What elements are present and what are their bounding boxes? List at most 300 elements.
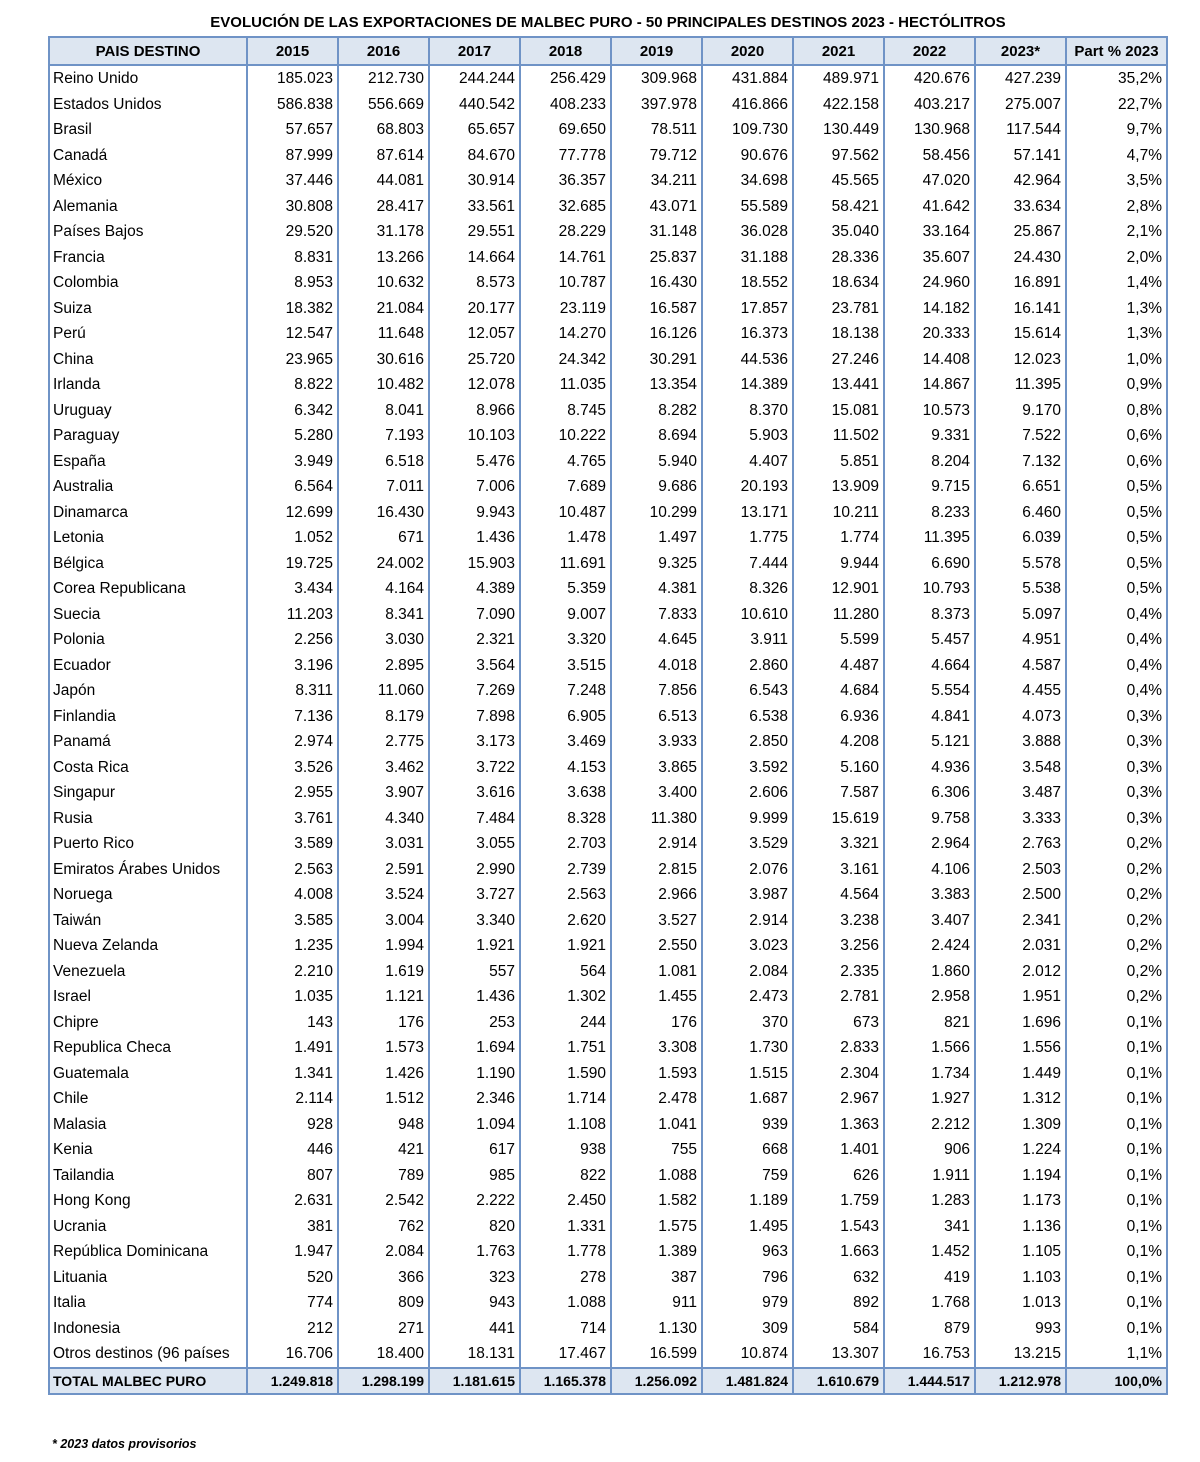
header-cell: Part % 2023 — [1066, 37, 1167, 65]
value-cell: 2.503 — [975, 857, 1066, 883]
country-cell: Tailandia — [49, 1163, 247, 1189]
total-value: 1.165.378 — [520, 1368, 611, 1394]
table-row — [49, 933, 1167, 959]
value-cell: 14.270 — [520, 321, 611, 347]
value-cell: 79.712 — [611, 143, 702, 169]
table-title: EVOLUCIÓN DE LAS EXPORTACIONES DE MALBEC PURO - 50 PRINCIPALES DESTINOS 2023 - HECTÓLITROS — [210, 14, 1006, 31]
value-cell: 421 — [338, 1137, 429, 1163]
value-cell: 3.933 — [611, 729, 702, 755]
value-cell: 4.106 — [884, 857, 975, 883]
value-cell: 176 — [338, 1010, 429, 1036]
value-cell: 3.320 — [520, 627, 611, 653]
value-cell: 12.901 — [793, 576, 884, 602]
value-cell: 1.575 — [611, 1214, 702, 1240]
total-value: 1.298.199 — [338, 1368, 429, 1394]
value-cell: 3.548 — [975, 755, 1066, 781]
value-cell: 3.987 — [702, 882, 793, 908]
value-cell: 928 — [247, 1112, 338, 1138]
country-cell: Polonia — [49, 627, 247, 653]
value-cell: 408.233 — [520, 92, 611, 118]
value-cell: 14.182 — [884, 296, 975, 322]
value-cell: 3.031 — [338, 831, 429, 857]
value-cell: 27.246 — [793, 347, 884, 373]
value-cell: 18.131 — [429, 1341, 520, 1368]
value-cell: 1.189 — [702, 1188, 793, 1214]
value-cell: 419 — [884, 1265, 975, 1291]
value-cell: 7.132 — [975, 449, 1066, 475]
country-cell: Paraguay — [49, 423, 247, 449]
value-cell: 1.121 — [338, 984, 429, 1010]
total-value: 1.212.978 — [975, 1368, 1066, 1394]
value-cell: 10.103 — [429, 423, 520, 449]
value-cell: 985 — [429, 1163, 520, 1189]
share-cell: 0,1% — [1066, 1316, 1167, 1342]
value-cell: 807 — [247, 1163, 338, 1189]
value-cell: 244 — [520, 1010, 611, 1036]
value-cell: 6.543 — [702, 678, 793, 704]
value-cell: 4.765 — [520, 449, 611, 475]
share-cell: 2,1% — [1066, 219, 1167, 245]
value-cell: 9.999 — [702, 806, 793, 832]
value-cell: 2.591 — [338, 857, 429, 883]
country-cell: Costa Rica — [49, 755, 247, 781]
value-cell: 3.333 — [975, 806, 1066, 832]
value-cell: 668 — [702, 1137, 793, 1163]
country-cell: Indonesia — [49, 1316, 247, 1342]
share-cell: 0,1% — [1066, 1188, 1167, 1214]
country-cell: Japón — [49, 678, 247, 704]
value-cell: 8.694 — [611, 423, 702, 449]
table-row — [49, 678, 1167, 704]
value-cell: 1.774 — [793, 525, 884, 551]
value-cell: 963 — [702, 1239, 793, 1265]
value-cell: 1.763 — [429, 1239, 520, 1265]
value-cell: 1.694 — [429, 1035, 520, 1061]
value-cell: 8.233 — [884, 500, 975, 526]
value-cell: 939 — [702, 1112, 793, 1138]
country-cell: Nueva Zelanda — [49, 933, 247, 959]
value-cell: 1.094 — [429, 1112, 520, 1138]
country-cell: Reino Unido — [49, 65, 247, 92]
value-cell: 7.136 — [247, 704, 338, 730]
table-row — [49, 780, 1167, 806]
value-cell: 1.687 — [702, 1086, 793, 1112]
value-cell: 58.456 — [884, 143, 975, 169]
value-cell: 212.730 — [338, 65, 429, 92]
value-cell: 11.380 — [611, 806, 702, 832]
value-cell: 993 — [975, 1316, 1066, 1342]
value-cell: 422.158 — [793, 92, 884, 118]
table-row — [49, 908, 1167, 934]
value-cell: 25.720 — [429, 347, 520, 373]
value-cell: 10.793 — [884, 576, 975, 602]
value-cell: 8.326 — [702, 576, 793, 602]
value-cell: 3.004 — [338, 908, 429, 934]
share-cell: 0,1% — [1066, 1010, 1167, 1036]
value-cell: 2.781 — [793, 984, 884, 1010]
value-cell: 1.768 — [884, 1290, 975, 1316]
value-cell: 3.308 — [611, 1035, 702, 1061]
exports-table — [48, 36, 1168, 1395]
value-cell: 1.751 — [520, 1035, 611, 1061]
value-cell: 1.224 — [975, 1137, 1066, 1163]
value-cell: 278 — [520, 1265, 611, 1291]
value-cell: 90.676 — [702, 143, 793, 169]
value-cell: 44.081 — [338, 168, 429, 194]
value-cell: 4.208 — [793, 729, 884, 755]
value-cell: 1.775 — [702, 525, 793, 551]
value-cell: 3.400 — [611, 780, 702, 806]
country-cell: México — [49, 168, 247, 194]
share-cell: 0,1% — [1066, 1214, 1167, 1240]
value-cell: 31.148 — [611, 219, 702, 245]
value-cell: 2.914 — [702, 908, 793, 934]
table-row — [49, 372, 1167, 398]
value-cell: 18.552 — [702, 270, 793, 296]
value-cell: 673 — [793, 1010, 884, 1036]
country-cell: Taiwán — [49, 908, 247, 934]
value-cell: 14.664 — [429, 245, 520, 271]
country-cell: Venezuela — [49, 959, 247, 985]
value-cell: 441 — [429, 1316, 520, 1342]
value-cell: 23.119 — [520, 296, 611, 322]
value-cell: 15.081 — [793, 398, 884, 424]
value-cell: 5.476 — [429, 449, 520, 475]
value-cell: 3.589 — [247, 831, 338, 857]
share-cell: 0,5% — [1066, 551, 1167, 577]
value-cell: 1.911 — [884, 1163, 975, 1189]
value-cell: 33.164 — [884, 219, 975, 245]
table-row — [49, 219, 1167, 245]
value-cell: 1.013 — [975, 1290, 1066, 1316]
value-cell: 943 — [429, 1290, 520, 1316]
value-cell: 11.035 — [520, 372, 611, 398]
value-cell: 1.309 — [975, 1112, 1066, 1138]
value-cell: 3.585 — [247, 908, 338, 934]
value-cell: 556.669 — [338, 92, 429, 118]
value-cell: 1.927 — [884, 1086, 975, 1112]
share-cell: 0,5% — [1066, 576, 1167, 602]
table-row — [49, 1316, 1167, 1342]
country-cell: Francia — [49, 245, 247, 271]
table-row — [49, 1290, 1167, 1316]
value-cell: 18.634 — [793, 270, 884, 296]
table-row — [49, 245, 1167, 271]
value-cell: 6.306 — [884, 780, 975, 806]
value-cell: 4.018 — [611, 653, 702, 679]
value-cell: 1.331 — [520, 1214, 611, 1240]
value-cell: 97.562 — [793, 143, 884, 169]
table-row — [49, 474, 1167, 500]
share-cell: 0,2% — [1066, 857, 1167, 883]
value-cell: 15.619 — [793, 806, 884, 832]
value-cell: 13.441 — [793, 372, 884, 398]
table-row — [49, 1163, 1167, 1189]
country-cell: Estados Unidos — [49, 92, 247, 118]
value-cell: 1.543 — [793, 1214, 884, 1240]
value-cell: 2.914 — [611, 831, 702, 857]
value-cell: 20.193 — [702, 474, 793, 500]
country-cell: Italia — [49, 1290, 247, 1316]
value-cell: 41.642 — [884, 194, 975, 220]
value-cell: 30.914 — [429, 168, 520, 194]
value-cell: 7.689 — [520, 474, 611, 500]
table-row — [49, 576, 1167, 602]
value-cell: 11.280 — [793, 602, 884, 628]
value-cell: 586.838 — [247, 92, 338, 118]
value-cell: 2.335 — [793, 959, 884, 985]
share-cell: 0,4% — [1066, 602, 1167, 628]
value-cell: 275.007 — [975, 92, 1066, 118]
value-cell: 7.269 — [429, 678, 520, 704]
value-cell: 632 — [793, 1265, 884, 1291]
value-cell: 1.436 — [429, 525, 520, 551]
value-cell: 9.170 — [975, 398, 1066, 424]
value-cell: 759 — [702, 1163, 793, 1189]
value-cell: 16.706 — [247, 1341, 338, 1368]
value-cell: 1.341 — [247, 1061, 338, 1087]
value-cell: 2.012 — [975, 959, 1066, 985]
value-cell: 1.363 — [793, 1112, 884, 1138]
value-cell: 1.734 — [884, 1061, 975, 1087]
value-cell: 2.212 — [884, 1112, 975, 1138]
value-cell: 671 — [338, 525, 429, 551]
value-cell: 253 — [429, 1010, 520, 1036]
share-cell: 0,2% — [1066, 908, 1167, 934]
value-cell: 143 — [247, 1010, 338, 1036]
value-cell: 7.090 — [429, 602, 520, 628]
value-cell: 1.582 — [611, 1188, 702, 1214]
value-cell: 14.389 — [702, 372, 793, 398]
country-cell: Suiza — [49, 296, 247, 322]
value-cell: 906 — [884, 1137, 975, 1163]
value-cell: 35.607 — [884, 245, 975, 271]
country-cell: Israel — [49, 984, 247, 1010]
value-cell: 130.968 — [884, 117, 975, 143]
value-cell: 979 — [702, 1290, 793, 1316]
value-cell: 520 — [247, 1265, 338, 1291]
value-cell: 2.550 — [611, 933, 702, 959]
value-cell: 244.244 — [429, 65, 520, 92]
value-cell: 29.551 — [429, 219, 520, 245]
value-cell: 2.958 — [884, 984, 975, 1010]
value-cell: 8.311 — [247, 678, 338, 704]
table-row — [49, 449, 1167, 475]
value-cell: 57.657 — [247, 117, 338, 143]
value-cell: 366 — [338, 1265, 429, 1291]
total-row — [49, 1368, 1167, 1394]
table-row — [49, 500, 1167, 526]
value-cell: 3.907 — [338, 780, 429, 806]
value-cell: 1.947 — [247, 1239, 338, 1265]
value-cell: 1.088 — [611, 1163, 702, 1189]
value-cell: 892 — [793, 1290, 884, 1316]
value-cell: 9.331 — [884, 423, 975, 449]
value-cell: 1.663 — [793, 1239, 884, 1265]
header-cell: 2016 — [338, 37, 429, 65]
value-cell: 4.664 — [884, 653, 975, 679]
value-cell: 14.761 — [520, 245, 611, 271]
value-cell: 774 — [247, 1290, 338, 1316]
value-cell: 8.573 — [429, 270, 520, 296]
value-cell: 45.565 — [793, 168, 884, 194]
value-cell: 4.564 — [793, 882, 884, 908]
value-cell: 1.778 — [520, 1239, 611, 1265]
value-cell: 1.389 — [611, 1239, 702, 1265]
table-row — [49, 525, 1167, 551]
value-cell: 5.121 — [884, 729, 975, 755]
value-cell: 10.487 — [520, 500, 611, 526]
value-cell: 4.164 — [338, 576, 429, 602]
value-cell: 7.898 — [429, 704, 520, 730]
header-cell: 2023* — [975, 37, 1066, 65]
total-value: 1.249.818 — [247, 1368, 338, 1394]
value-cell: 1.495 — [702, 1214, 793, 1240]
value-cell: 2.341 — [975, 908, 1066, 934]
country-cell: Chipre — [49, 1010, 247, 1036]
value-cell: 6.538 — [702, 704, 793, 730]
value-cell: 4.073 — [975, 704, 1066, 730]
value-cell: 30.291 — [611, 347, 702, 373]
value-cell: 2.703 — [520, 831, 611, 857]
value-cell: 2.114 — [247, 1086, 338, 1112]
value-cell: 3.515 — [520, 653, 611, 679]
table-row — [49, 347, 1167, 373]
value-cell: 34.698 — [702, 168, 793, 194]
value-cell: 2.256 — [247, 627, 338, 653]
country-cell: Colombia — [49, 270, 247, 296]
header-cell: 2018 — [520, 37, 611, 65]
value-cell: 55.589 — [702, 194, 793, 220]
value-cell: 2.542 — [338, 1188, 429, 1214]
value-cell: 820 — [429, 1214, 520, 1240]
table-row — [49, 1086, 1167, 1112]
value-cell: 271 — [338, 1316, 429, 1342]
share-cell: 0,3% — [1066, 755, 1167, 781]
country-cell: República Dominicana — [49, 1239, 247, 1265]
total-value: 1.256.092 — [611, 1368, 702, 1394]
table-row — [49, 755, 1167, 781]
value-cell: 33.561 — [429, 194, 520, 220]
total-value: 1.444.517 — [884, 1368, 975, 1394]
value-cell: 2.304 — [793, 1061, 884, 1087]
header-country: PAIS DESTINO — [49, 37, 247, 65]
country-cell: Lituania — [49, 1265, 247, 1291]
total-value: 100,0% — [1066, 1368, 1167, 1394]
value-cell: 5.457 — [884, 627, 975, 653]
value-cell: 18.400 — [338, 1341, 429, 1368]
share-cell: 0,2% — [1066, 882, 1167, 908]
table-row — [49, 704, 1167, 730]
header-cell: 2019 — [611, 37, 702, 65]
value-cell: 3.722 — [429, 755, 520, 781]
value-cell: 1.436 — [429, 984, 520, 1010]
value-cell: 2.955 — [247, 780, 338, 806]
value-cell: 3.888 — [975, 729, 1066, 755]
value-cell: 2.631 — [247, 1188, 338, 1214]
table-row — [49, 1112, 1167, 1138]
value-cell: 9.007 — [520, 602, 611, 628]
country-cell: Corea Republicana — [49, 576, 247, 602]
value-cell: 20.333 — [884, 321, 975, 347]
value-cell: 8.831 — [247, 245, 338, 271]
value-cell: 1.426 — [338, 1061, 429, 1087]
share-cell: 0,3% — [1066, 806, 1167, 832]
value-cell: 1.714 — [520, 1086, 611, 1112]
value-cell: 822 — [520, 1163, 611, 1189]
value-cell: 31.188 — [702, 245, 793, 271]
value-cell: 796 — [702, 1265, 793, 1291]
value-cell: 7.444 — [702, 551, 793, 577]
value-cell: 809 — [338, 1290, 429, 1316]
country-cell: Kenia — [49, 1137, 247, 1163]
value-cell: 12.078 — [429, 372, 520, 398]
share-cell: 0,3% — [1066, 729, 1167, 755]
country-cell: Uruguay — [49, 398, 247, 424]
header-cell: 2015 — [247, 37, 338, 65]
country-cell: Singapur — [49, 780, 247, 806]
value-cell: 309 — [702, 1316, 793, 1342]
value-cell: 1.921 — [429, 933, 520, 959]
value-cell: 11.395 — [884, 525, 975, 551]
value-cell: 1.921 — [520, 933, 611, 959]
value-cell: 77.778 — [520, 143, 611, 169]
value-cell: 36.357 — [520, 168, 611, 194]
value-cell: 2.775 — [338, 729, 429, 755]
country-cell: Ucrania — [49, 1214, 247, 1240]
table-row — [49, 168, 1167, 194]
value-cell: 176 — [611, 1010, 702, 1036]
value-cell: 37.446 — [247, 168, 338, 194]
value-cell: 420.676 — [884, 65, 975, 92]
value-cell: 4.487 — [793, 653, 884, 679]
value-cell: 30.808 — [247, 194, 338, 220]
value-cell: 4.951 — [975, 627, 1066, 653]
value-cell: 755 — [611, 1137, 702, 1163]
value-cell: 1.088 — [520, 1290, 611, 1316]
value-cell: 11.395 — [975, 372, 1066, 398]
value-cell: 3.023 — [702, 933, 793, 959]
value-cell: 4.841 — [884, 704, 975, 730]
value-cell: 28.336 — [793, 245, 884, 271]
table-row — [49, 1188, 1167, 1214]
table-row — [49, 321, 1167, 347]
value-cell: 1.235 — [247, 933, 338, 959]
value-cell: 34.211 — [611, 168, 702, 194]
value-cell: 17.857 — [702, 296, 793, 322]
value-cell: 5.599 — [793, 627, 884, 653]
share-cell: 0,1% — [1066, 1086, 1167, 1112]
value-cell: 16.430 — [338, 500, 429, 526]
country-cell: Brasil — [49, 117, 247, 143]
share-cell: 1,3% — [1066, 296, 1167, 322]
value-cell: 29.520 — [247, 219, 338, 245]
value-cell: 25.867 — [975, 219, 1066, 245]
value-cell: 1.593 — [611, 1061, 702, 1087]
value-cell: 30.616 — [338, 347, 429, 373]
value-cell: 3.383 — [884, 882, 975, 908]
value-cell: 16.587 — [611, 296, 702, 322]
value-cell: 16.753 — [884, 1341, 975, 1368]
value-cell: 2.860 — [702, 653, 793, 679]
table-body — [49, 65, 1167, 1368]
value-cell: 1.190 — [429, 1061, 520, 1087]
table-row — [49, 627, 1167, 653]
value-cell: 1.994 — [338, 933, 429, 959]
value-cell: 2.763 — [975, 831, 1066, 857]
value-cell: 3.865 — [611, 755, 702, 781]
table-row — [49, 1061, 1167, 1087]
